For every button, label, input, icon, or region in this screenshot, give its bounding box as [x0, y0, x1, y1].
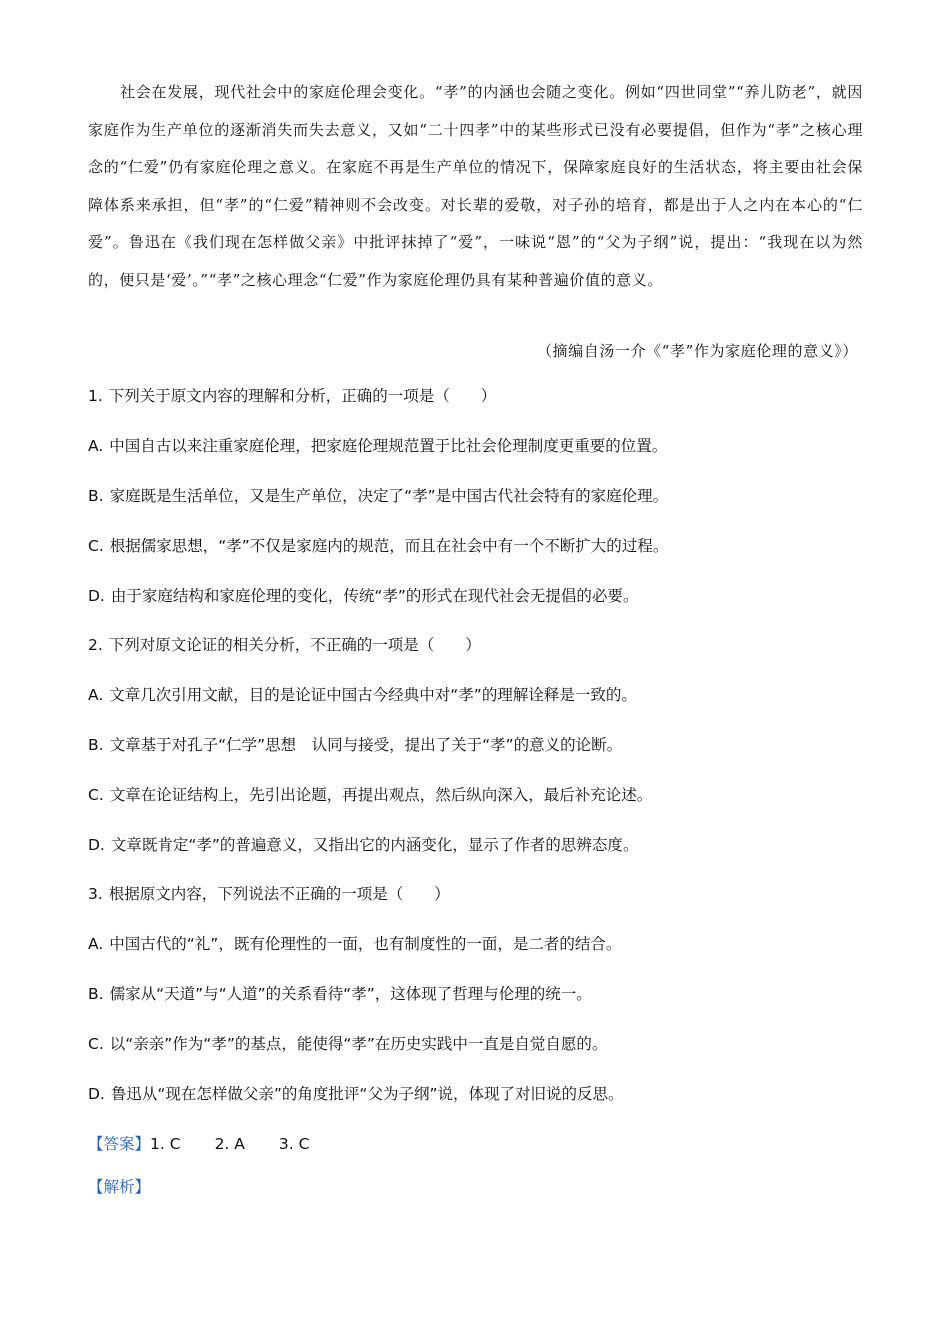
option-text: 中国自古以来注重家庭伦理，把家庭伦理规范置于比社会伦理制度更重要的位置。: [109, 437, 668, 455]
option-letter: C.: [88, 786, 104, 804]
question-1-option-b: [88, 481, 878, 511]
answer-item: 3. C: [278, 1135, 310, 1153]
option-text: 由于家庭结构和家庭伦理的变化，传统“孝”的形式在现代社会无提倡的必要。: [110, 587, 639, 605]
option-text: 以“亲亲”作为“孝”的基点，能使得“孝”在历史实践中一直是自觉自愿的。: [109, 1035, 608, 1053]
question-3-option-d: [88, 1079, 878, 1109]
option-letter: A.: [88, 935, 104, 953]
question-1-option-a: [88, 431, 878, 461]
question-3-option-a: [88, 929, 878, 959]
question-number: 3.: [88, 885, 103, 903]
question-2-option-a: [88, 680, 878, 710]
question-number: 2.: [88, 636, 103, 654]
option-letter: D.: [88, 1085, 105, 1103]
question-text: 下列关于原文内容的理解和分析，正确的一项是（ ）: [108, 387, 497, 405]
passage-paragraph: 社会在发展，现代社会中的家庭伦理会变化。“孝”的内涵也会随之变化。例如“四世同堂”“养儿防老”，就因家庭作为生产单位的逐渐消失而失去意义，又如“二十四孝”中的某些形式已没有必要提倡，但作为“孝”之核心理念的“仁爱”仍有家庭伦理之意义。在家庭不再是生产单位的情况下，保障家庭良好的生活状态，将主要由社会保障体系来承担，但“孝”的“仁爱”精神则不会改变。对长辈的爱敬，对子孙的培育，都是出于人之内在本心的“仁爱”。鲁迅在《我们现在怎样做父亲》中批评抹掉了“爱”，一味说“恩”的“父为子纲”说，提出：“我现在以为然的，便只是‘爱’。”“孝”之核心理念“仁爱”作为家庭伦理仍具有某种普遍价值的意义。: [88, 83, 863, 289]
question-2-option-c: [88, 780, 878, 810]
question-3-option-c: [88, 1029, 878, 1059]
option-letter: B.: [88, 487, 104, 505]
question-3-option-b: [88, 979, 878, 1009]
option-letter: A.: [88, 686, 104, 704]
option-text: 中国古代的“礼”，既有伦理性的一面，也有制度性的一面，是二者的结合。: [109, 935, 622, 953]
question-2-stem: [88, 630, 878, 660]
option-text: 家庭既是生活单位，又是生产单位，决定了“孝”是中国古代社会特有的家庭伦理。: [109, 487, 669, 505]
answer-item: 1. C: [150, 1135, 181, 1153]
question-1-option-d: [88, 581, 878, 611]
option-text: 文章几次引用文献，目的是论证中国古今经典中对“孝”的理解诠释是一致的。: [109, 686, 637, 704]
analysis-tag: 【解析】: [88, 1178, 151, 1196]
answer-tag: 【答案】: [88, 1135, 151, 1153]
question-text: 下列对原文论证的相关分析，不正确的一项是（ ）: [108, 636, 481, 654]
option-letter: A.: [88, 437, 104, 455]
question-text: 根据原文内容，下列说法不正确的一项是（ ）: [108, 885, 450, 903]
answer-item: 2. A: [214, 1135, 245, 1153]
option-text: 鲁迅从“现在怎样做父亲”的角度批评“父为子纲”说，体现了对旧说的反思。: [110, 1085, 624, 1103]
option-letter: B.: [88, 985, 104, 1003]
option-text: 儒家从“天道”与“人道”的关系看待“孝”，这体现了哲理与伦理的统一。: [109, 985, 592, 1003]
passage-source: （摘编自汤一介《“孝”作为家庭伦理的意义》）: [536, 342, 858, 360]
option-letter: C.: [88, 537, 104, 555]
question-3-stem: [88, 879, 878, 909]
question-number: 1.: [88, 387, 103, 405]
option-letter: B.: [88, 736, 104, 754]
analysis-line: [88, 1172, 878, 1202]
answer-line: [88, 1129, 878, 1159]
option-text: 根据儒家思想，“孝”不仅是家庭内的规范，而且在社会中有一个不断扩大的过程。: [109, 537, 669, 555]
option-letter: D.: [88, 836, 105, 854]
question-2-option-b: [88, 730, 878, 760]
option-text: 文章在论证结构上，先引出论题，再提出观点，然后纵向深入，最后补充论述。: [109, 786, 653, 804]
option-letter: C.: [88, 1035, 104, 1053]
question-1-option-c: [88, 531, 878, 561]
option-text: 文章既肯定“孝”的普遍意义，又指出它的内涵变化，显示了作者的思辨态度。: [110, 836, 639, 854]
question-2-option-d: [88, 830, 878, 860]
option-text: 文章基于对孔子“仁学”思想 认同与接受，提出了关于“孝”的意义的论断。: [109, 736, 623, 754]
question-1-stem: [88, 381, 878, 411]
option-letter: D.: [88, 587, 105, 605]
